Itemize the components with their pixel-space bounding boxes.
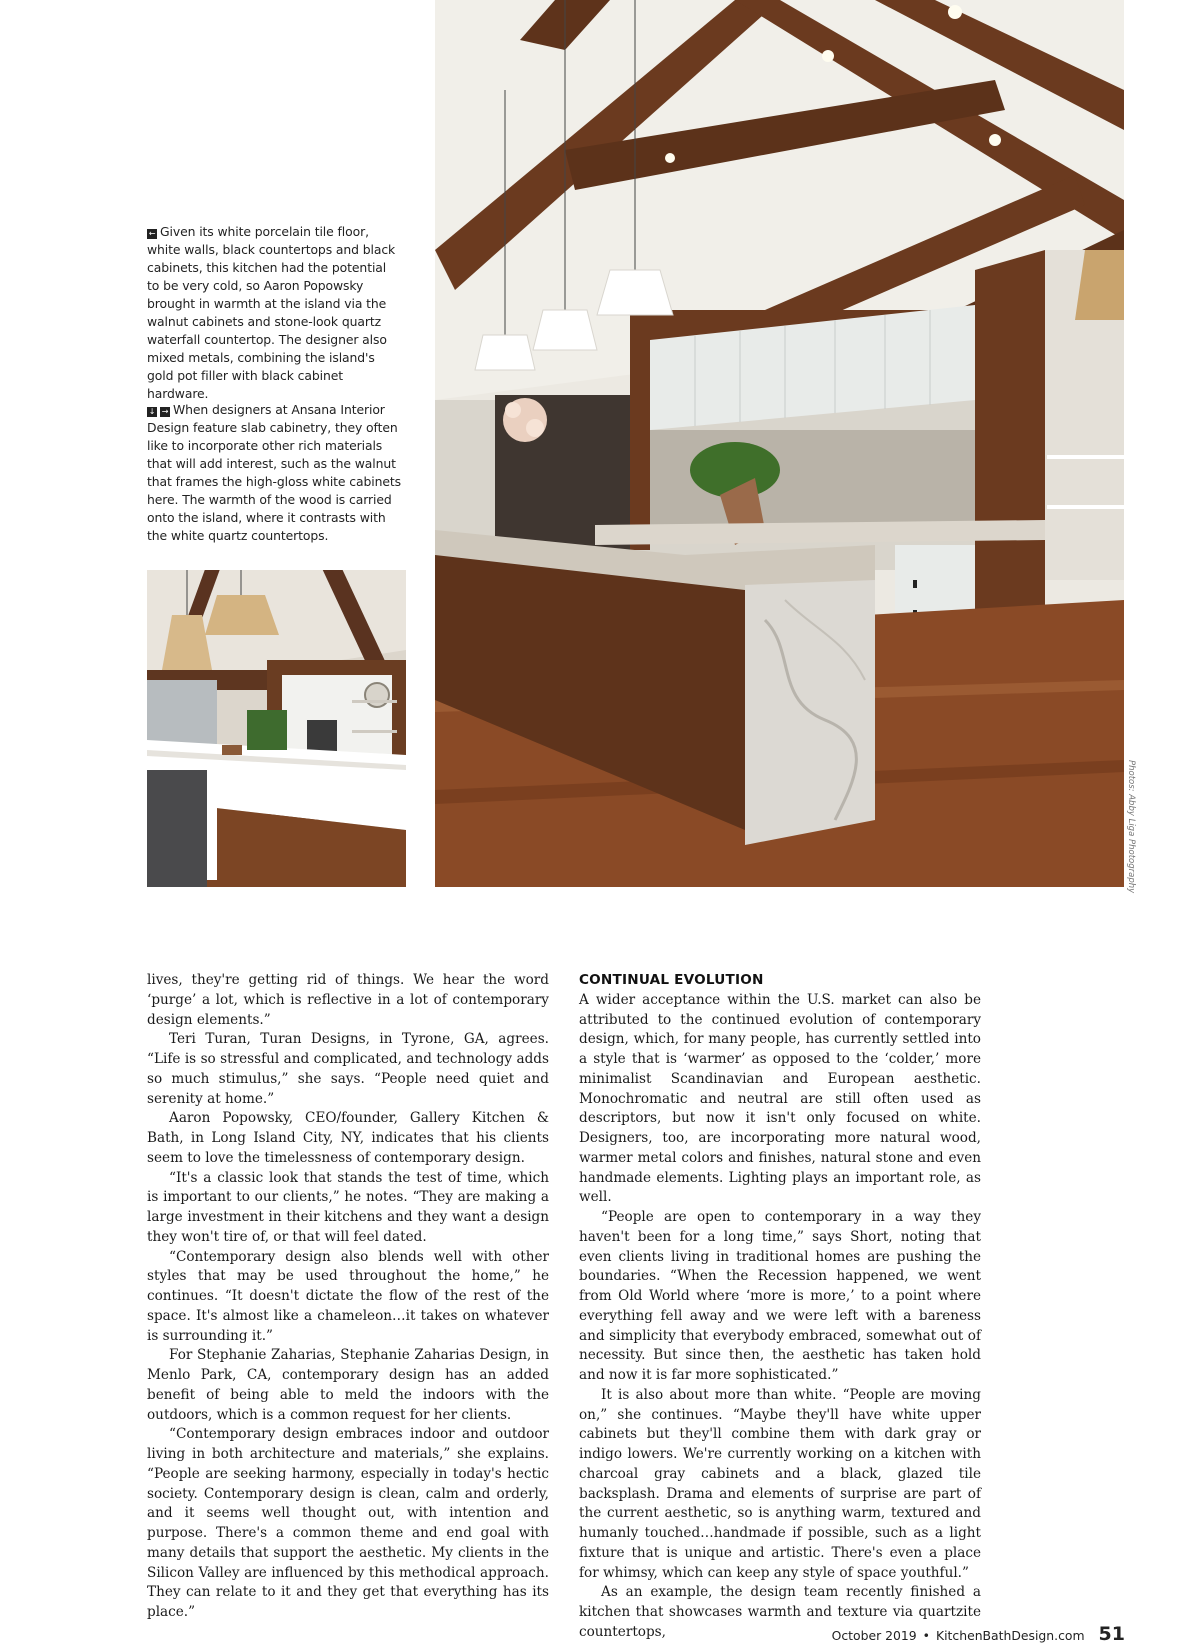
right-arrow-icon: → <box>161 407 169 416</box>
photo-caption-main <box>147 223 402 403</box>
kitchen-photo-main <box>435 0 1124 887</box>
paragraph: “Contemporary design embraces indoor and outdoor living in both architecture and materials,” she explains. “People are seeking harmony, especially in today's hectic society. Contemporary design is clean, calm and orderly, and it seems well thought out, with intention and purpose. There's a common theme and end goal with many details that support the aesthetic. My clients in the Silicon Valley are influenced by this methodical approach. They can relate to it and they get that everything has its place.” <box>147 1426 549 1620</box>
paragraph: For Stephanie Zaharias, Stephanie Zaharias Design, in Menlo Park, CA, contemporary design has an added benefit of being able to meld the indoors with the outdoors, which is a common request for her clients. <box>147 1347 549 1423</box>
page-footer <box>832 1623 1125 1647</box>
left-arrow-icon: ← <box>148 229 156 238</box>
section-heading: CONTINUAL EVOLUTION <box>579 972 764 988</box>
paragraph: lives, they're getting rid of things. We hear the word ‘purge’ a lot, which is reflective in a lot of contemporary design elements.” <box>147 972 549 1028</box>
paragraph: Teri Turan, Turan Designs, in Tyrone, GA, agrees. “Life is so stressful and complicated, and technology adds so much stimulus,” she says. “People need quiet and serenity at home.” <box>147 1031 549 1107</box>
issue-date: October 2019 <box>831 1628 917 1643</box>
footer-separator: • <box>922 1628 930 1643</box>
website-link[interactable]: KitchenBathDesign.com <box>935 1628 1085 1643</box>
paragraph: “Contemporary design also blends well with other styles that may be used throughout the home,” he continues. “It doesn't dictate the flow of the rest of the space. It's almost like a chameleon…it takes on whatever is surrounding it.” <box>147 1248 549 1344</box>
caption-text: When designers at Ansana Interior Design feature slab cabinetry, they often like to incorporate other rich materials that will add interest, such as the walnut that frames the high-gloss white cabinets here. The warmth of the wood is carried onto the island, where it contrasts with the white quartz countertops. <box>147 402 401 543</box>
article-column-left <box>147 971 549 1623</box>
down-arrow-icon: ↓ <box>148 407 156 416</box>
photo-credit: Photos: Abby Liga Photography <box>1126 760 1136 894</box>
paragraph: “People are open to contemporary in a way they haven't been for a long time,” says Short, noting that even clients living in traditional homes are pushing the boundaries. “When the Recession happened, we went from Old World where ‘more is more,’ to a point where everything fell away and we were left with a bareness and simplicity that everybody embraced, somewhat out of necessity. But since then, the aesthetic has taken hold and now it is far more sophisticated.” <box>579 1209 981 1383</box>
paragraph: Aaron Popowsky, CEO/founder, Gallery Kitchen & Bath, in Long Island City, NY, indicates that his clients seem to love the timelessness of contemporary design. <box>147 1110 549 1166</box>
paragraph: “It's a classic look that stands the test of time, which is important to our clients,” he notes. “They are making a large investment in their kitchens and they want a design they won't tire of, or that will feel dated. <box>147 1169 549 1245</box>
paragraph: It is also about more than white. “People are moving on,” she continues. “Maybe they'll have white upper cabinets but they'll combine them with dark gray or indigo lowers. We're currently working on a kitchen with charcoal gray cabinets and a black, glazed tile backsplash. Drama and elements of surprise are part of the current aesthetic, so is anything warm, textured and humanly touched…handmade if possible, such as a light fixture that is unique and artistic. There's even a place for whimsy, which can keep any style of space youthful.” <box>579 1386 981 1581</box>
caption-text: Given its white porcelain tile floor, white walls, black countertops and black cabinets, this kitchen had the potential to be very cold, so Aaron Popowsky brought in warmth at the island via the walnut cabinets and stone-look quartz waterfall countertop. The designer also mixed metals, combining the island's gold pot filler with black cabinet hardware. <box>147 224 396 401</box>
paragraph: As an example, the design team recently finished a kitchen that showcases warmth and texture via quartzite countertops, <box>579 1584 981 1640</box>
article-column-right <box>579 971 981 1643</box>
paragraph: A wider acceptance within the U.S. market can also be attributed to the continued evolution of contemporary design, which, for many people, has currently settled into a style that is ‘warmer’ as opposed to the ‘colder,’ more minimalist Scandinavian and European aesthetic. Monochromatic and neutral are still often used as descriptors, but now it isn't only focused on white. Designers, too, are incorporating more natural wood, warmer metal colors and finishes, natural stone and even handmade elements. Lighting plays an important role, as well. <box>579 991 981 1206</box>
page-number: 51 <box>1098 1623 1125 1645</box>
photo-caption-secondary <box>147 401 402 545</box>
kitchen-photo-small <box>147 570 406 887</box>
